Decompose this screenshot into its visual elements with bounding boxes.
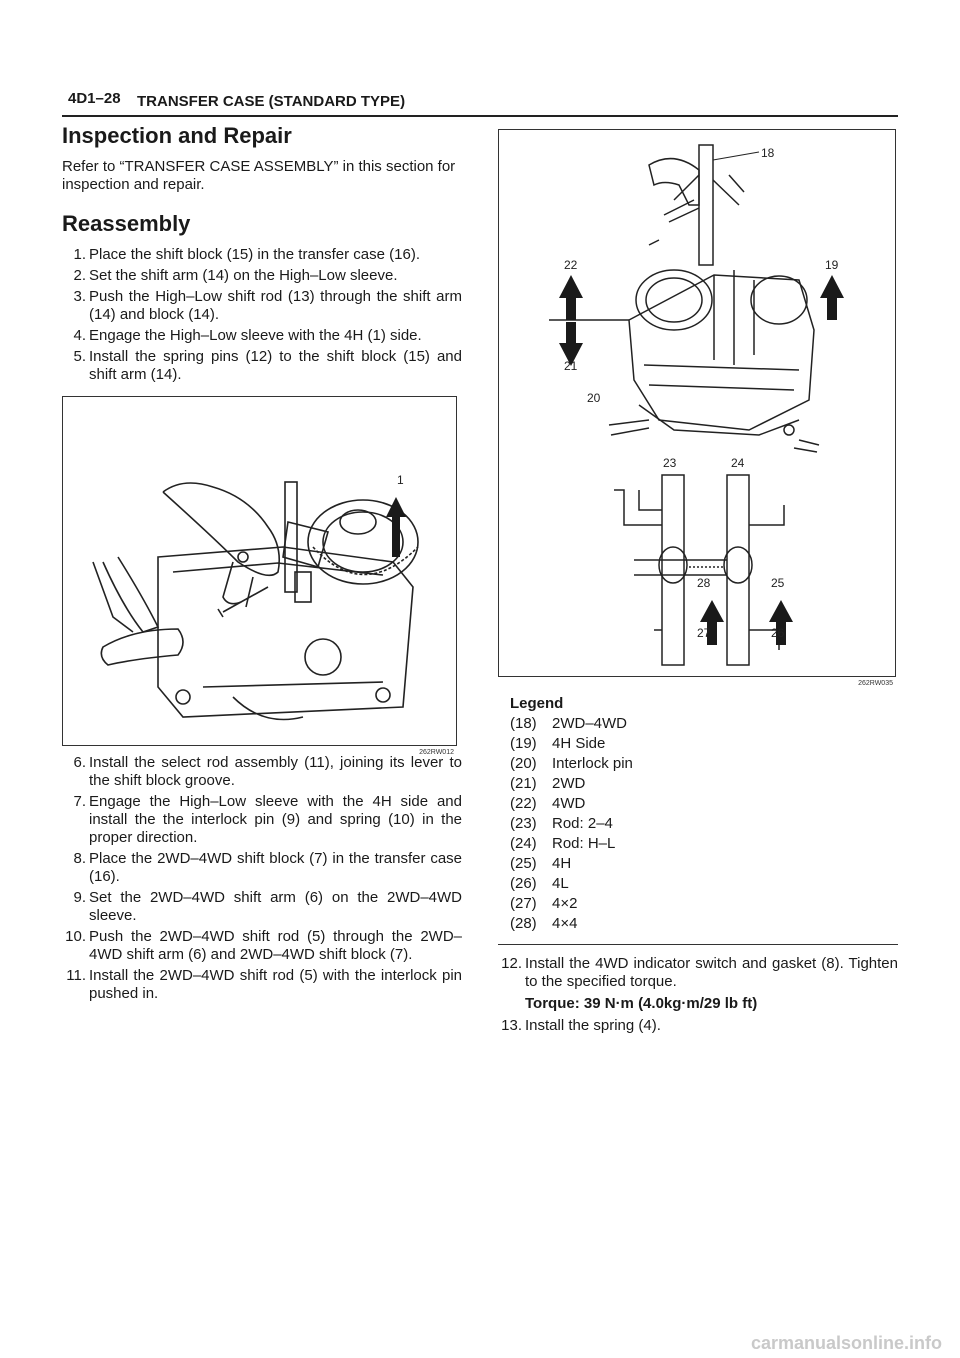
step-item	[62, 967, 462, 1003]
callout-22: 22	[564, 258, 578, 272]
figure-id: 262RW012	[419, 749, 454, 756]
legend-title: Legend	[510, 695, 564, 712]
step-item	[62, 754, 462, 790]
callout-18: 18	[761, 146, 775, 160]
step-text: Install the 4WD indicator switch and gasket (8). Tighten to the specified torque.	[525, 955, 898, 990]
step-number: 9.	[73, 889, 86, 906]
watermark: carmanualsonline.info	[750, 1333, 942, 1353]
step-item	[62, 850, 462, 886]
steps-list-d	[498, 1017, 898, 1035]
figure-shift-rods	[498, 129, 896, 687]
step-text: Set the shift arm (14) on the High–Low sleeve.	[89, 267, 398, 284]
legend-key: (25)	[510, 855, 537, 872]
step-text: Install the spring pins (12) to the shift block (15) and shift arm (14).	[89, 348, 462, 383]
figure-shift-block	[62, 396, 457, 756]
callout-25: 25	[771, 576, 785, 590]
legend-label: Interlock pin	[552, 755, 633, 772]
step-number: 12.	[501, 955, 522, 972]
legend-label: Rod: H–L	[552, 835, 616, 852]
left-column	[62, 122, 462, 1006]
callout-1: 1	[397, 473, 404, 487]
legend-label: 4×2	[552, 895, 578, 912]
legend-key: (19)	[510, 735, 537, 752]
legend-key: (26)	[510, 875, 537, 892]
callout-23: 23	[663, 456, 677, 470]
legend-item	[510, 774, 898, 794]
step-number: 10.	[65, 928, 86, 945]
step-item	[62, 889, 462, 925]
step-text: Engage the High–Low sleeve with the 4H (1) side.	[89, 327, 422, 344]
legend	[510, 695, 898, 934]
legend-item	[510, 734, 898, 754]
step-item	[62, 327, 462, 345]
callout-28: 28	[697, 576, 711, 590]
step-number: 7.	[73, 793, 86, 810]
step-text: Push the 2WD–4WD shift rod (5) through the 2WD–4WD shift arm (6) and 2WD–4WD shift block (7).	[89, 928, 462, 963]
step-item	[62, 793, 462, 847]
inspection-heading: Inspection and Repair	[62, 123, 292, 148]
legend-item	[510, 794, 898, 814]
legend-key: (23)	[510, 815, 537, 832]
step-item	[498, 1017, 898, 1035]
callout-21: 21	[564, 359, 578, 373]
shift-rods-illustration	[499, 130, 895, 676]
shift-block-illustration	[63, 397, 456, 745]
step-item	[62, 348, 462, 384]
legend-label: 2WD–4WD	[552, 715, 628, 732]
legend-item	[510, 894, 898, 914]
callout-20: 20	[587, 391, 601, 405]
legend-item	[510, 874, 898, 894]
steps-list-c	[498, 955, 898, 991]
step-text: Install the select rod assembly (11), joining its lever to the shift block groove.	[89, 754, 462, 789]
step-number: 8.	[73, 850, 86, 867]
step-number: 13.	[501, 1017, 522, 1034]
legend-key: (28)	[510, 915, 537, 932]
legend-list	[510, 714, 898, 934]
step-number: 6.	[73, 754, 86, 771]
step-number: 3.	[73, 288, 86, 305]
legend-rule	[498, 944, 898, 945]
step-text: Push the High–Low shift rod (13) through the shift arm (14) and block (14).	[89, 288, 462, 323]
page-number: 4D1–28	[68, 90, 121, 107]
inspection-text: Refer to “TRANSFER CASE ASSEMBLY” in this section for inspection and repair.	[62, 158, 456, 193]
legend-label: 4×4	[552, 915, 578, 932]
step-item	[62, 246, 462, 264]
legend-label: 4H Side	[552, 735, 606, 752]
right-column	[498, 122, 898, 1038]
legend-item	[510, 914, 898, 934]
header-rule	[62, 115, 898, 117]
callout-19: 19	[825, 258, 839, 272]
step-text: Place the shift block (15) in the transfer case (16).	[89, 246, 420, 263]
legend-label: Rod: 2–4	[552, 815, 613, 832]
step-text: Engage the High–Low sleeve with the 4H side and install the the interlock pin (9) and spring (10) in the proper direction.	[89, 793, 462, 846]
legend-item	[510, 854, 898, 874]
step-text: Set the 2WD–4WD shift arm (6) on the 2WD–4WD sleeve.	[89, 889, 462, 924]
steps-list-a	[62, 246, 462, 384]
callout-24: 24	[731, 456, 745, 470]
legend-key: (18)	[510, 715, 537, 732]
step-item	[62, 267, 462, 285]
legend-key: (22)	[510, 795, 537, 812]
legend-label: 4L	[552, 875, 569, 892]
reassembly-heading: Reassembly	[62, 211, 191, 236]
legend-label: 4WD	[552, 795, 586, 812]
callout-27: 27	[697, 626, 711, 640]
legend-key: (20)	[510, 755, 537, 772]
step-number: 4.	[73, 327, 86, 344]
figure-id: 262RW035	[858, 680, 893, 687]
step-number: 11.	[66, 967, 86, 984]
step-text: Install the spring (4).	[525, 1017, 661, 1034]
section-title: TRANSFER CASE (STANDARD TYPE)	[137, 93, 406, 110]
step-item	[62, 928, 462, 964]
torque-spec: Torque: 39 N·m (4.0kg·m/29 lb ft)	[525, 995, 758, 1012]
legend-item	[510, 834, 898, 854]
legend-item	[510, 814, 898, 834]
step-text: Install the 2WD–4WD shift rod (5) with the interlock pin pushed in.	[89, 967, 462, 1002]
legend-key: (21)	[510, 775, 537, 792]
legend-key: (27)	[510, 895, 537, 912]
legend-key: (24)	[510, 835, 537, 852]
legend-item	[510, 754, 898, 774]
arrow-up-icon	[559, 275, 583, 320]
arrow-up-icon	[820, 275, 844, 320]
step-number: 2.	[73, 267, 86, 284]
steps-list-b	[62, 754, 462, 1003]
callout-26: 26	[771, 626, 785, 640]
step-item	[498, 955, 898, 991]
legend-label: 2WD	[552, 775, 586, 792]
legend-label: 4H	[552, 855, 572, 872]
step-number: 1.	[73, 246, 86, 263]
step-number: 5.	[73, 348, 86, 365]
legend-item	[510, 714, 898, 734]
step-item	[62, 288, 462, 324]
step-text: Place the 2WD–4WD shift block (7) in the transfer case (16).	[89, 850, 462, 885]
